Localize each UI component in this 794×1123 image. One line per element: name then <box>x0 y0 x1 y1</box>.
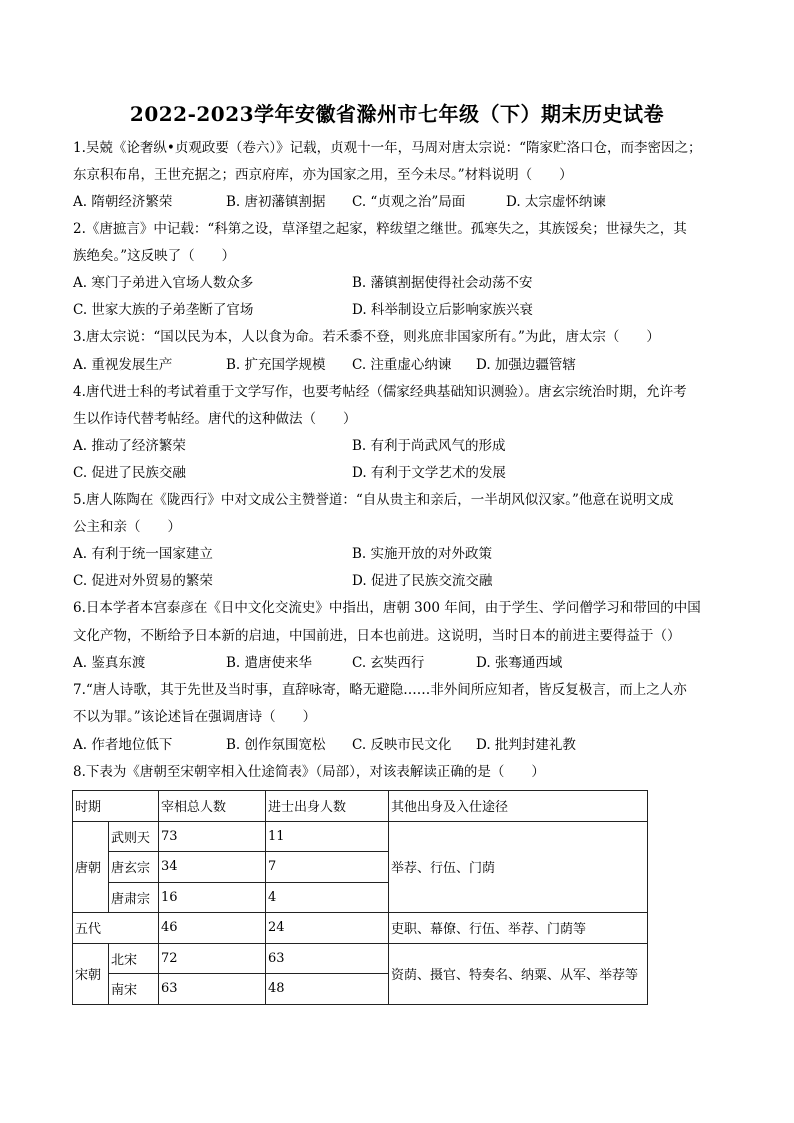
q1-option-b[interactable]: B. 唐初藩镇割据 <box>226 194 326 210</box>
q2-option-d[interactable]: D. 科举制设立后影响家族兴衰 <box>352 302 533 318</box>
q7-option-d[interactable]: D. 批判封建礼教 <box>476 737 576 753</box>
q7-option-a[interactable]: A. 作者地位低下 <box>73 737 173 753</box>
q5-stem-line-1: 5.唐人陈陶在《陇西行》中对文成公主赞誉道：“自从贵主和亲后，一半胡风似汉家。”他意在说明文成 <box>73 492 674 508</box>
table-header-cell: 其他出身及入仕途径 <box>389 791 648 822</box>
q5-option-a[interactable]: A. 有利于统一国家建立 <box>73 546 213 562</box>
q7-stem-line-2: 不以为罪。”该论述旨在强调唐诗（ ） <box>73 709 317 725</box>
q7-option-c[interactable]: C. 反映市民文化 <box>352 737 452 753</box>
q3-stem-line-1: 3.唐太宗说：“国以民为本，人以食为命。若禾黍不登，则兆庶非国家所有。”为此，唐太宗（ ） <box>73 329 660 345</box>
table-header-cell: 宰相总人数 <box>159 791 266 822</box>
q2-option-b[interactable]: B. 藩镇割据使得社会动荡不安 <box>352 275 533 291</box>
q4-option-d[interactable]: D. 有利于文学艺术的发展 <box>352 465 506 481</box>
q2-stem-line-1: 2.《唐摭言》中记载：“科第之设，草泽望之起家，粹绂望之继世。孤寒失之，其族馁矣；世禄失之，其 <box>73 221 687 237</box>
table-cell: 吏职、幕僚、行伍、举荐、门荫等 <box>389 913 648 944</box>
table-row <box>73 821 648 852</box>
table-row <box>73 913 648 944</box>
q1-stem-line-2: 东京积布帛，王世充据之；西京府库，亦为国家之用，至今未尽。”材料说明（ ） <box>73 167 573 183</box>
q3-option-c[interactable]: C. 注重虚心纳谏 <box>352 357 452 373</box>
table-header-cell: 时期 <box>73 791 159 822</box>
table-cell: 举荐、行伍、门荫 <box>389 821 648 913</box>
table-cell: 16 <box>159 882 266 913</box>
table-period-cell: 五代 <box>73 913 159 944</box>
table-period-cell: 唐朝 <box>73 821 109 913</box>
table-cell: 24 <box>266 913 389 944</box>
q8-data-table <box>72 790 648 1005</box>
q6-option-a[interactable]: A. 鉴真东渡 <box>73 655 146 671</box>
table-cell: 唐玄宗 <box>109 852 159 883</box>
table-cell: 唐肃宗 <box>109 882 159 913</box>
table-period-cell: 宋朝 <box>73 943 109 1004</box>
table-cell: 4 <box>266 882 389 913</box>
q6-stem-line-2: 文化产物，不断给予日本新的启迪，中国前进，日本也前进。这说明，当时日本的前进主要得益于（） <box>73 628 681 644</box>
q1-option-d[interactable]: D. 太宗虚怀纳谏 <box>506 194 606 210</box>
q8-stem-line-1: 8.下表为《唐朝至宋朝宰相入仕途简表》（局部），对该表解读正确的是（ ） <box>73 764 545 780</box>
q6-stem-line-1: 6.日本学者本宫泰彦在《日中文化交流史》中指出，唐朝 300 年间，由于学生、学问僧学习和带回的中国 <box>73 600 701 616</box>
q7-option-b[interactable]: B. 创作氛围宽松 <box>226 737 326 753</box>
table-cell: 11 <box>266 821 389 852</box>
q3-option-a[interactable]: A. 重视发展生产 <box>73 357 173 373</box>
table-cell: 资荫、摄官、特奏名、纳粟、从军、举荐等 <box>389 943 648 1004</box>
table-cell: 72 <box>159 943 266 974</box>
table-row <box>73 943 648 974</box>
q3-option-b[interactable]: B. 扩充国学规模 <box>226 357 326 373</box>
q4-option-a[interactable]: A. 推动了经济繁荣 <box>73 438 186 454</box>
table-cell: 北宋 <box>109 943 159 974</box>
table-cell: 武则天 <box>109 821 159 852</box>
q4-option-c[interactable]: C. 促进了民族交融 <box>73 465 186 481</box>
q4-stem-line-2: 生以作诗代替考帖经。唐代的这种做法（ ） <box>73 411 357 427</box>
q4-stem-line-1: 4.唐代进士科的考试着重于文学写作，也要考帖经（儒家经典基础知识测验）。唐玄宗统治时期，允许考 <box>73 384 687 400</box>
q2-option-a[interactable]: A. 寒门子弟进入官场人数众多 <box>73 275 254 291</box>
table-header-row <box>73 791 648 822</box>
q5-stem-line-2: 公主和亲（ ） <box>73 519 181 535</box>
table-cell: 63 <box>266 943 389 974</box>
q6-option-c[interactable]: C. 玄奘西行 <box>352 655 425 671</box>
q3-option-d[interactable]: D. 加强边疆管辖 <box>476 357 576 373</box>
q1-option-c[interactable]: C. “贞观之治”局面 <box>352 194 466 210</box>
q4-option-b[interactable]: B. 有利于尚武风气的形成 <box>352 438 506 454</box>
q5-option-b[interactable]: B. 实施开放的对外政策 <box>352 546 493 562</box>
q1-option-a[interactable]: A. 隋朝经济繁荣 <box>73 194 173 210</box>
table-cell: 63 <box>159 974 266 1005</box>
q7-stem-line-1: 7.“唐人诗歌，其于先世及当时事，直辞咏寄，略无避隐……非外间所应知者，皆反复极言，而上之人亦 <box>73 682 687 698</box>
q5-option-c[interactable]: C. 促进对外贸易的繁荣 <box>73 573 213 589</box>
table-cell: 7 <box>266 852 389 883</box>
q6-option-d[interactable]: D. 张骞通西域 <box>476 655 563 671</box>
table-cell: 48 <box>266 974 389 1005</box>
table-cell: 73 <box>159 821 266 852</box>
q2-option-c[interactable]: C. 世家大族的子弟垄断了官场 <box>73 302 254 318</box>
table-cell: 46 <box>159 913 266 944</box>
q5-option-d[interactable]: D. 促进了民族交流交融 <box>352 573 493 589</box>
table-cell: 34 <box>159 852 266 883</box>
q6-option-b[interactable]: B. 遣唐使来华 <box>226 655 313 671</box>
page-title: 2022-2023学年安徽省滁州市七年级（下）期末历史试卷 <box>129 102 665 126</box>
q2-stem-line-2: 族绝矣。”这反映了（ ） <box>73 248 236 264</box>
q1-stem-line-1: 1.吴兢《论奢纵•贞观政要（卷六）》记载，贞观十一年，马周对唐太宗说：“隋家贮洛口仓，而李密因之； <box>73 140 702 156</box>
table-header-cell: 进士出身人数 <box>266 791 389 822</box>
table-cell: 南宋 <box>109 974 159 1005</box>
